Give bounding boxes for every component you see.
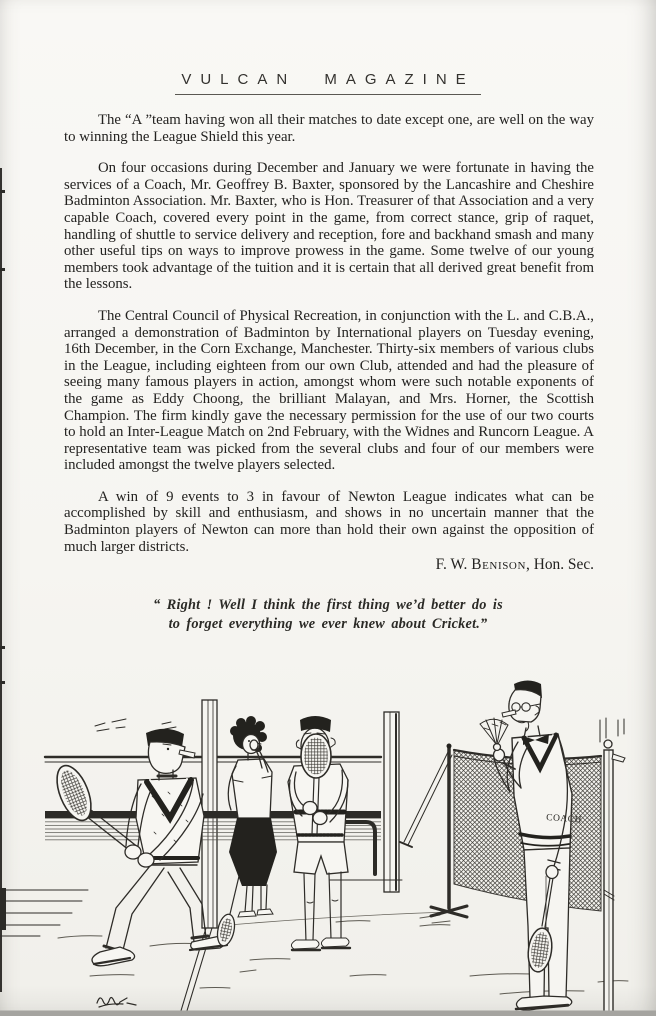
scan-artifact [0,190,5,193]
woman-shoe [238,911,256,917]
wall-marks [600,718,624,742]
caption-line-1: “ Right ! Well I think the first thing we’d better do is [153,597,503,614]
article-body [64,112,594,573]
scan-bottom-edge [0,1011,656,1016]
cartoon-svg [0,676,656,1016]
page-title: VULCAN MAGAZINE [175,72,480,95]
cartoon-caption [0,596,656,634]
author-signature [64,556,594,573]
coach-jersey-label: COACH [545,813,583,826]
signature-name: Benison [471,556,527,574]
cartoon-illustration [0,676,656,1016]
shuttlecock-icon [480,718,508,751]
scan-artifact [0,646,5,649]
shorts [294,842,348,874]
masthead [0,0,656,95]
paragraph-1: The “A ”team having won all their matches to date except one, are well on the way to winning the League Shield this year. [64,112,594,145]
signature-title: , Hon. Sec. [526,556,594,574]
woman-skirt [229,818,277,886]
shoe [321,938,349,947]
net-post-right [604,750,613,1016]
cartoonist-signature [97,998,136,1008]
shoe [291,940,319,949]
paragraph-3: The Central Council of Physical Recreation, in conjunction with the L. and C.B.A., arranged a demonstration of Badminton by International players on Tuesday evening, 16th December, in the Corn Exchange, Manchester. Thirty-six members of various clubs in the League, including eighteen from our own Club, attended and had the pleasure of seeing many famous players in action, amongst whom were such notable exponents of the game as Eddy Choong, the brilliant Malayan, and Mrs. Horner, the Scottish Champion. The firm kindly gave the necessary permission for the use of our two courts to hold an Inter-League Match on 2nd February, with the Widnes and Runcorn League. A representative team was picked from the several clubs and four of our members were included amongst the twelve players selected. [64,307,594,474]
caption-line-2: to forget everything we ever knew about Cricket.” [168,616,488,633]
badminton-net [400,740,625,1016]
woman-shoe [257,909,273,915]
woman-racquet [215,872,240,947]
cricket-batsman-figure [50,729,227,966]
paragraph-4: A win of 9 events to 3 in favour of Newton League indicates what can be accomplished by skill and enthusiasm, and shows in no uncertain manner that the Badminton players of Newton can more than hold their own against the opposition of much larger districts. [64,488,594,555]
paragraph-2: On four occasions during December and January we were fortunate in having the services of a Coach, Mr. Geoffrey B. Baxter, sponsored by the Lancashire and Cheshire Badminton Association. Mr. Baxter, who is Hon. Treasurer of that Association and a very capable Coach, covered every point in the game, from correct stance, grip of raquet, handling of shuttle to service delivery and reception, fore and backhand smash and many other useful tips on ways to improve prowess in the game. Some twelve of our young members took advantage of the tuition and it is certain that all derived great benefit from the lessons. [64,160,594,293]
signature-initials: F. W. [435,556,472,574]
scan-artifact [0,268,5,271]
racquet-face-man-figure [288,716,350,950]
